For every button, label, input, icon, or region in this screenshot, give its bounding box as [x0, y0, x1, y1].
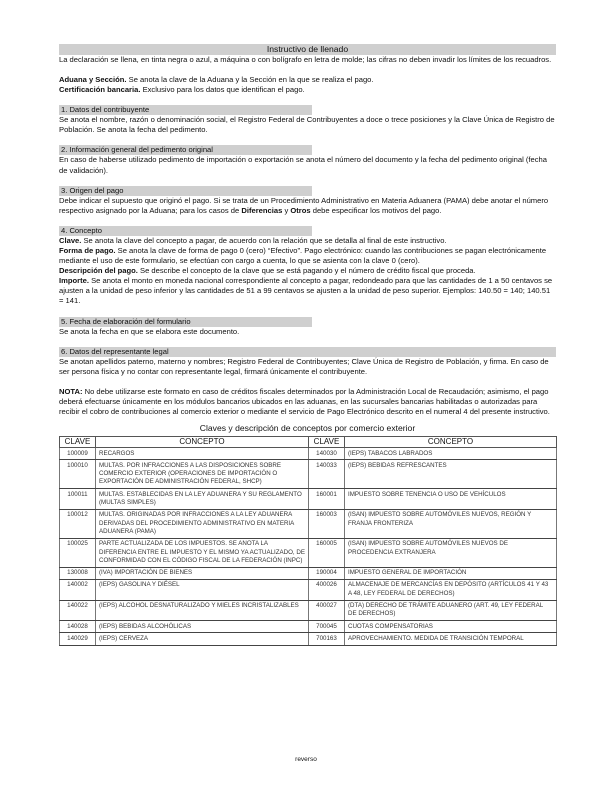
concepto-right: IMPUESTO GENERAL DE IMPORTACIÓN — [345, 567, 557, 579]
clave-right: 140030 — [309, 448, 345, 460]
descripcion-label: Descripción del pago. — [59, 266, 138, 276]
concepto-right: (DTA) DERECHO DE TRÁMITE ADUANERO (ART. 49, LEY FEDERAL DE DERECHOS) — [345, 600, 557, 621]
nota-text: No debe utilizarse este formato en caso de créditos fiscales determinados por la Administración Local de Recaudación; asimismo, el pago deberá efectuarse únicamente en los módulos bancarios ubicados en las aduanas, en las sucursales bancarias habilitadas o autorizadas para recibir el cobro de contribuciones al comercio exterior o mediante el servicio de Pago Electrónico descrito en el numeral 4 del presente instructivo. — [59, 386, 550, 416]
aduana-paragraph — [59, 75, 556, 85]
table-row — [60, 509, 557, 538]
clave-left: 100011 — [60, 489, 96, 510]
clave-left: 100010 — [60, 460, 96, 489]
certificacion-paragraph — [59, 85, 556, 95]
table-row — [60, 448, 557, 460]
clave-right: 700163 — [309, 633, 345, 645]
clave-right: 400027 — [309, 600, 345, 621]
concepto-right: (ISAN) IMPUESTO SOBRE AUTOMÓVILES NUEVOS, REGIÓN Y FRANJA FRONTERIZA — [345, 509, 557, 538]
table-row — [60, 633, 557, 645]
concepto-right: ALMACENAJE DE MERCANCÍAS EN DEPÓSITO (ARTÍCULOS 41 Y 43 A 48, LEY FEDERAL DE DERECHOS) — [345, 579, 557, 600]
descripcion-paragraph — [59, 266, 556, 276]
clave-left: 130008 — [60, 567, 96, 579]
aduana-label: Aduana y Sección. — [59, 75, 127, 85]
section-2-header: 2. Información general del pedimento original — [59, 145, 312, 155]
clave-left: 100025 — [60, 538, 96, 567]
concepto-right: CUOTAS COMPENSATORIAS — [345, 621, 557, 633]
header-concepto-right: CONCEPTO — [345, 437, 557, 448]
importe-paragraph — [59, 276, 556, 306]
concepto-left: MULTAS. POR INFRACCIONES A LAS DISPOSICIONES SOBRE COMERCIO EXTERIOR (OPERACIONES DE IMPORTACIÓN O EXPORTACIÓN DE ADMINISTRACIÓN FEDERAL, SHCP) — [96, 460, 309, 489]
forma-pago-label: Forma de pago. — [59, 245, 116, 255]
concepto-right: IMPUESTO SOBRE TENENCIA O USO DE VEHÍCULOS — [345, 489, 557, 510]
clave-left: 100012 — [60, 509, 96, 538]
table-row — [60, 489, 557, 510]
clave-left: 100009 — [60, 448, 96, 460]
concepto-left: PARTE ACTUALIZADA DE LOS IMPUESTOS. SE ANOTA LA DIFERENCIA ENTRE EL IMPUESTO Y EL MISMO YA ACTUALIZADO, DE CONFORMIDAD CON EL CÓDIGO FISCAL DE LA FEDERACIÓN (INPC) — [96, 538, 309, 567]
section-5-header: 5. Fecha de elaboración del formulario — [59, 317, 312, 327]
clave-right: 400026 — [309, 579, 345, 600]
otros-label: Otros — [290, 205, 311, 215]
clave-left: 140002 — [60, 579, 96, 600]
clave-left: 140022 — [60, 600, 96, 621]
certificacion-text: Exclusivo para los datos que identifican el pago. — [140, 85, 305, 95]
diferencias-label: Diferencias — [241, 205, 283, 215]
page-footer: reverso — [295, 756, 317, 763]
concepto-right: (IEPS) TABACOS LABRADOS — [345, 448, 557, 460]
section-1-text: Se anota el nombre, razón o denominación social, el Registro Federal de Contribuyentes a doce o trece posiciones y la Clave Única de Registro de Población. Se anota la fecha del pedimento. — [59, 115, 555, 135]
table-row — [60, 567, 557, 579]
table-row — [60, 538, 557, 567]
section-3-text-a: Debe indicar el supuesto que originó el pago. Si se trata de un Procedimiento Administrativo en Materia Aduanera (PAMA) debe anotar el número respectivo asignado por la Aduana; para los casos de — [59, 195, 549, 215]
clave-right: 190004 — [309, 567, 345, 579]
section-6-header: 6. Datos del representante legal — [59, 347, 556, 357]
concepto-left: (IEPS) BEBIDAS ALCOHÓLICAS — [96, 621, 309, 633]
concepto-right: (ISAN) IMPUESTO SOBRE AUTOMÓVILES NUEVOS DE PROCEDENCIA EXTRANJERA — [345, 538, 557, 567]
table-row — [60, 460, 557, 489]
forma-pago-paragraph — [59, 246, 556, 266]
instructions-page — [59, 44, 556, 646]
table-title: Claves y descripción de conceptos por comercio exterior — [199, 423, 416, 434]
section-2-text: En caso de haberse utilizado pedimento de importación o exportación se anota el número del documento y la fecha del pedimento original (fecha de validación). — [59, 155, 547, 175]
table-row — [60, 621, 557, 633]
concepto-left: MULTAS. ESTABLECIDAS EN LA LEY ADUANERA Y SU REGLAMENTO (MULTAS SIMPLES) — [96, 489, 309, 510]
section-3-header: 3. Origen del pago — [59, 186, 312, 196]
section-4-header: 4. Concepto — [59, 226, 312, 236]
forma-pago-text: Se anota la clave de forma de pago 0 (cero) “Efectivo”. Pago electrónico: cuando las contribuciones se pagan electrónicamente mediante el uso de este formulario, se efectúan con cargo a cuenta, lo que se asienta con la clave 0 (cero). — [59, 245, 547, 266]
concepto-left: (IVA) IMPORTACIÓN DE BIENES — [96, 567, 309, 579]
nota-label: NOTA: — [59, 386, 83, 396]
section-5-text: Se anota la fecha en que se elabora este documento. — [59, 326, 240, 336]
section-3-text — [59, 196, 556, 216]
descripcion-text: Se describe el concepto de la clave que se está pagando y el número de crédito fiscal que proceda. — [137, 266, 476, 276]
header-clave-left: CLAVE — [60, 437, 96, 448]
clave-left: 140028 — [60, 621, 96, 633]
clave-right: 160003 — [309, 509, 345, 538]
header-concepto-left: CONCEPTO — [96, 437, 309, 448]
section-6-text: Se anotan apellidos paterno, materno y nombres; Registro Federal de Contribuyentes; Clave Única de Registro de Población, y firma. En caso de ser persona física y no contar con representante legal, firmará únicamente el contribuyente. — [59, 356, 549, 376]
nota-paragraph — [59, 387, 556, 417]
section-3-text-b: y — [282, 205, 291, 215]
table-header-row — [60, 437, 557, 448]
certificacion-label: Certificación bancaria. — [59, 85, 141, 95]
page-title: Instructivo de llenado — [59, 44, 556, 55]
importe-label: Importe. — [59, 276, 89, 286]
clave-left: 140029 — [60, 633, 96, 645]
clave-right: 140033 — [309, 460, 345, 489]
concepto-left: RECARGOS — [96, 448, 309, 460]
concepto-left: (IEPS) CERVEZA — [96, 633, 309, 645]
clave-right: 160005 — [309, 538, 345, 567]
concepto-right: (IEPS) BEBIDAS REFRESCANTES — [345, 460, 557, 489]
claves-table — [59, 436, 557, 646]
concepto-left: (IEPS) ALCOHOL DESNATURALIZADO Y MIELES INCRISTALIZABLES — [96, 600, 309, 621]
table-row — [60, 600, 557, 621]
concepto-right: APROVECHAMIENTO. MEDIDA DE TRANSICIÓN TEMPORAL — [345, 633, 557, 645]
section-1-header: 1. Datos del contribuyente — [59, 105, 312, 115]
clave-label: Clave. — [59, 235, 82, 245]
concepto-left: MULTAS. ORIGINADAS POR INFRACCIONES A LA LEY ADUANERA DERIVADAS DEL PROCEDIMIENTO ADMINISTRATIVO EN MATERIA ADUANERA (PAMA) — [96, 509, 309, 538]
importe-text: Se anota el monto en moneda nacional correspondiente al concepto a pagar, redondeado para que las cantidades de 1 a 50 centavos se ajusten a la unidad de peso inferior y las cantidades de 51 a 99 centavos se ajusten a la unidad de peso superior. Ejemplos: 140.50 = 140; 140.51 = 141. — [59, 276, 553, 306]
clave-right: 700045 — [309, 621, 345, 633]
clave-paragraph — [59, 236, 556, 246]
concepto-left: (IEPS) GASOLINA Y DIÉSEL — [96, 579, 309, 600]
aduana-text: Se anota la clave de la Aduana y la Sección en la que se realiza el pago. — [126, 75, 374, 85]
intro-text: La declaración se llena, en tinta negra o azul, a máquina o con bolígrafo en letra de molde; las cifras no deben invadir los límites de los recuadros. — [59, 55, 552, 64]
table-row — [60, 579, 557, 600]
clave-text: Se anota la clave del concepto a pagar, de acuerdo con la relación que se detalla al final de este instructivo. — [81, 235, 447, 245]
section-3-text-c: debe especificar los motivos del pago. — [310, 205, 442, 215]
header-clave-right: CLAVE — [309, 437, 345, 448]
clave-right: 160001 — [309, 489, 345, 510]
